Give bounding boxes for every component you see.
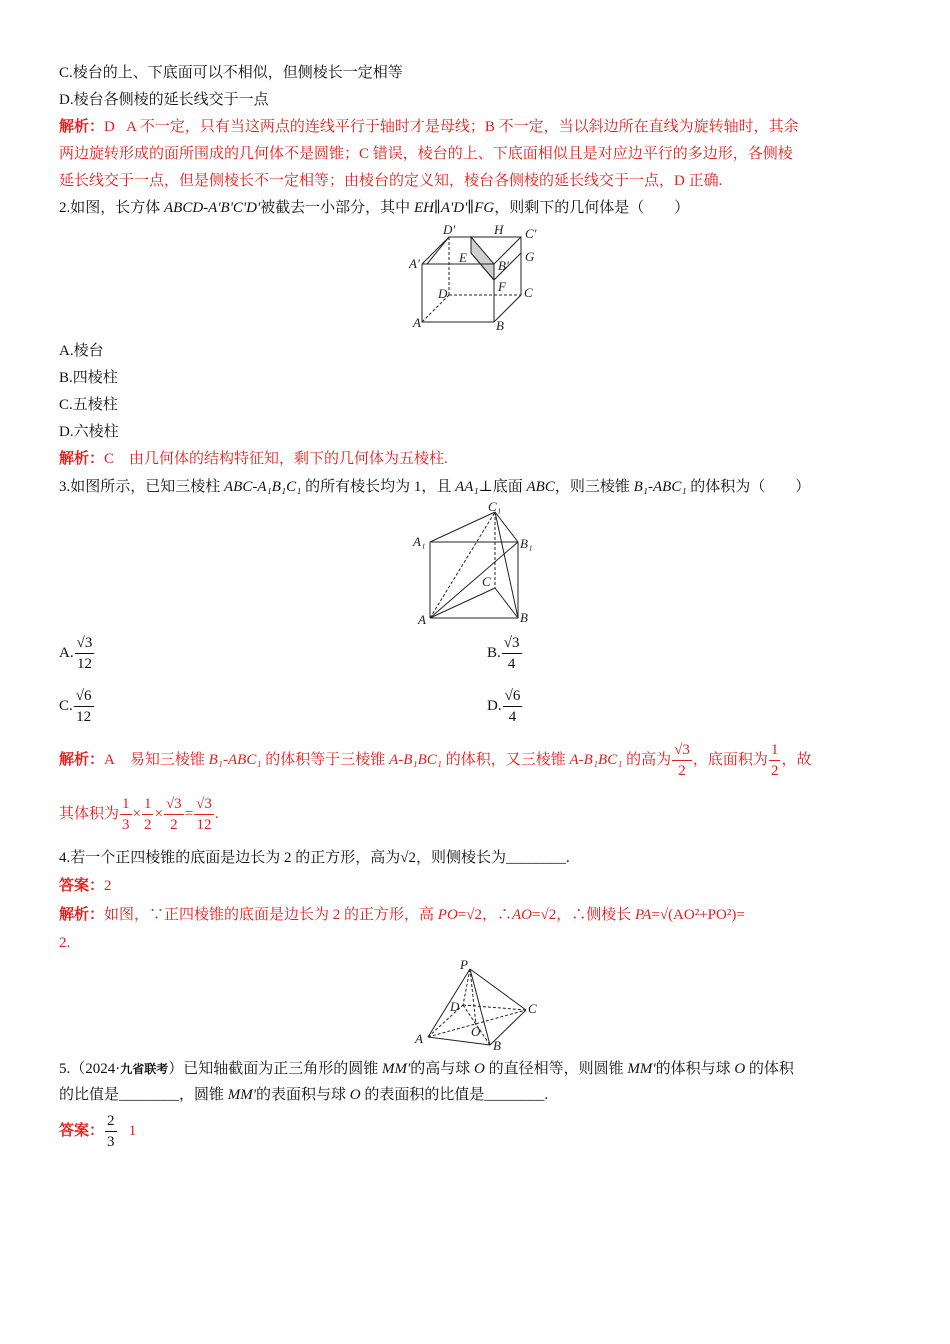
label-c1: C₁ — [488, 500, 502, 514]
area-fraction: $\frac{1}{2}$ — [770, 742, 779, 779]
q2-stem — [59, 197, 689, 219]
height-value: √2 — [400, 850, 416, 866]
label-b: B — [493, 1038, 501, 1050]
answer-letter: D — [104, 119, 115, 135]
q3-analysis-line1: 解析：A 易知三棱锥 B₁-ABC₁ 的体积等于三棱锥 A-B₁BC₁ 的体积，又三棱锥 A-B₁BC₁ 的高为 $\frac{√3}{2}$ ，底面积为 $\frac{1}{2}$ ，故 — [59, 742, 812, 779]
label-b-prime: B' — [498, 258, 509, 273]
label-a: A — [415, 1031, 423, 1046]
label-e: E — [459, 250, 467, 265]
q5-stem-line2: 的比值是________，圆锥 MM'的表面积与球 O 的表面积的比值是________. — [59, 1087, 549, 1103]
q4-figure-pyramid — [410, 955, 545, 1050]
analysis-text: 由几何体的结构特征知，剩下的几何体为五棱柱. — [129, 451, 448, 467]
label-c: C — [524, 285, 533, 300]
q3-figure-prism — [410, 500, 545, 628]
q2-analysis — [59, 448, 448, 470]
analysis-label: 解析： — [59, 119, 105, 135]
q2-option-c: C.五棱柱 — [59, 397, 118, 413]
stem-text: 底面 — [492, 479, 527, 495]
option-letter: A. — [59, 644, 74, 661]
q2-option-a: A.棱台 — [59, 343, 104, 359]
answer-label: 答案： — [59, 878, 105, 894]
q1-analysis-line2: 两边旋转形成的面所围成的几何体不是圆锥；C 错误，棱台的上、下底面相似且是对应边平行的多边形，各侧棱 — [59, 146, 793, 162]
label-a1: A₁ — [413, 534, 426, 549]
fraction: $\frac{√3}{2}$ — [165, 796, 182, 833]
q1-option-c: C.棱台的上、下底面可以不相似，但侧棱长一定相等 — [59, 65, 403, 81]
q1-option-d: D.棱台各侧棱的延长线交于一点 — [59, 92, 269, 108]
q2-option-b: B.四棱柱 — [59, 370, 118, 386]
q3-option-b — [487, 633, 523, 674]
option-letter: C. — [59, 697, 73, 714]
q4-answer — [59, 875, 112, 897]
base-name: ABC — [526, 479, 555, 495]
label-c: C — [482, 574, 491, 589]
q2-figure-cuboid — [405, 224, 545, 336]
answer-value: 2 — [104, 878, 112, 894]
q5-answer — [59, 1111, 136, 1152]
q1-analysis-line1 — [59, 116, 799, 138]
perp-relation: AA₁⊥ — [455, 479, 493, 495]
stem-text: ，则三棱锥 — [554, 479, 634, 495]
analysis-text: A 不一定，只有当这两点的连线平行于轴时才是母线；B 不一定，当以斜边所在直线为旋转轴时，其余 — [126, 119, 799, 135]
relation: EH∥A'D'∥FG — [413, 200, 495, 216]
label-p: P — [460, 957, 468, 972]
stem-text: 2.如图，长方体 — [59, 200, 165, 216]
analysis-label: 解析： — [59, 451, 105, 467]
answer-fraction: $\frac{2}{3}$ — [107, 1113, 115, 1150]
option-letter: D. — [487, 697, 502, 714]
label-a: A — [413, 315, 421, 330]
height-fraction: $\frac{√3}{2}$ — [674, 742, 690, 779]
option-letter: B. — [487, 644, 501, 661]
label-c: C — [528, 1001, 537, 1016]
q3-analysis-line2: 其体积为 $\frac{1}{3}$ × $\frac{1}{2}$ × $\frac{√3}{2}$ = $\frac{√3}{12}$ . — [59, 796, 219, 833]
analysis-label: 解析： — [59, 751, 105, 768]
answer-label: 答案： — [59, 1122, 105, 1139]
fraction: $\frac{√3}{12}$ — [196, 796, 212, 833]
label-d: D — [450, 999, 460, 1014]
option-fraction: $\frac{√3}{12}$ — [76, 635, 93, 672]
stem-text: ，则剩下的几何体是（ ） — [494, 200, 690, 216]
label-g: G — [525, 249, 535, 264]
q5-stem-line1: 5.（2024·九省联考）已知轴截面为正三角形的圆锥 MM'的高与球 O 的直径相等，则圆锥 MM'的体积与球 O 的体积 — [59, 1061, 794, 1077]
q1-analysis-line3: 延长线交于一点，但是侧棱长不一定相等；由棱台的定义知，棱台各侧棱的延长线交于一点，D 正确. — [59, 173, 723, 189]
q3-stem — [59, 476, 810, 498]
analysis-label: 解析： — [59, 907, 105, 923]
answer-letter: C — [104, 451, 115, 467]
stem-text: 被截去一小部分，其中 — [260, 200, 414, 216]
label-d: D — [438, 286, 448, 301]
label-a: A — [418, 612, 426, 627]
option-fraction: $\frac{√6}{4}$ — [504, 688, 521, 725]
q3-option-d — [487, 686, 523, 727]
label-f: F — [498, 279, 506, 294]
label-o: O — [471, 1024, 481, 1039]
label-b1: B₁ — [520, 536, 533, 551]
label-c-prime: C' — [525, 226, 537, 241]
option-fraction: $\frac{√3}{4}$ — [503, 635, 520, 672]
label-b: B — [520, 610, 528, 625]
fraction: $\frac{1}{3}$ — [122, 796, 130, 833]
label-d-prime: D' — [443, 224, 456, 237]
label-h: H — [494, 224, 504, 237]
stem-text: 的所有棱长均为 1，且 — [301, 479, 456, 495]
q4-analysis-line1: 解析：如图，∵正四棱锥的底面是边长为 2 的正方形，高 PO=√2，∴AO=√2，∴侧棱长 PA=√(AO²+PO²)= — [59, 907, 745, 923]
q3-option-c — [59, 686, 95, 727]
q3-option-a — [59, 633, 95, 674]
q4-stem: 4.若一个正四棱锥的底面是边长为 2 的正方形，高为√2，则侧棱长为________. — [59, 850, 570, 866]
label-a-prime: A' — [409, 256, 420, 271]
pyramid-name: B₁-ABC₁ — [633, 479, 687, 495]
prism-name: ABC-A₁B₁C₁ — [224, 479, 302, 495]
fraction: $\frac{1}{2}$ — [143, 796, 152, 833]
answer-letter: A — [104, 751, 115, 768]
stem-text: 3.如图所示，已知三棱柱 — [59, 479, 225, 495]
answer-value: 1 — [128, 1122, 137, 1139]
q2-option-d: D.六棱柱 — [59, 424, 119, 440]
q4-analysis-line2: 2. — [59, 935, 71, 951]
label-b: B — [496, 318, 504, 333]
source-tag: 九省联考 — [120, 1062, 169, 1076]
solid-name: ABCD-A'B'C'D' — [164, 200, 261, 216]
stem-text: 的体积为（ ） — [686, 479, 811, 495]
option-fraction: $\frac{√6}{12}$ — [75, 688, 92, 725]
